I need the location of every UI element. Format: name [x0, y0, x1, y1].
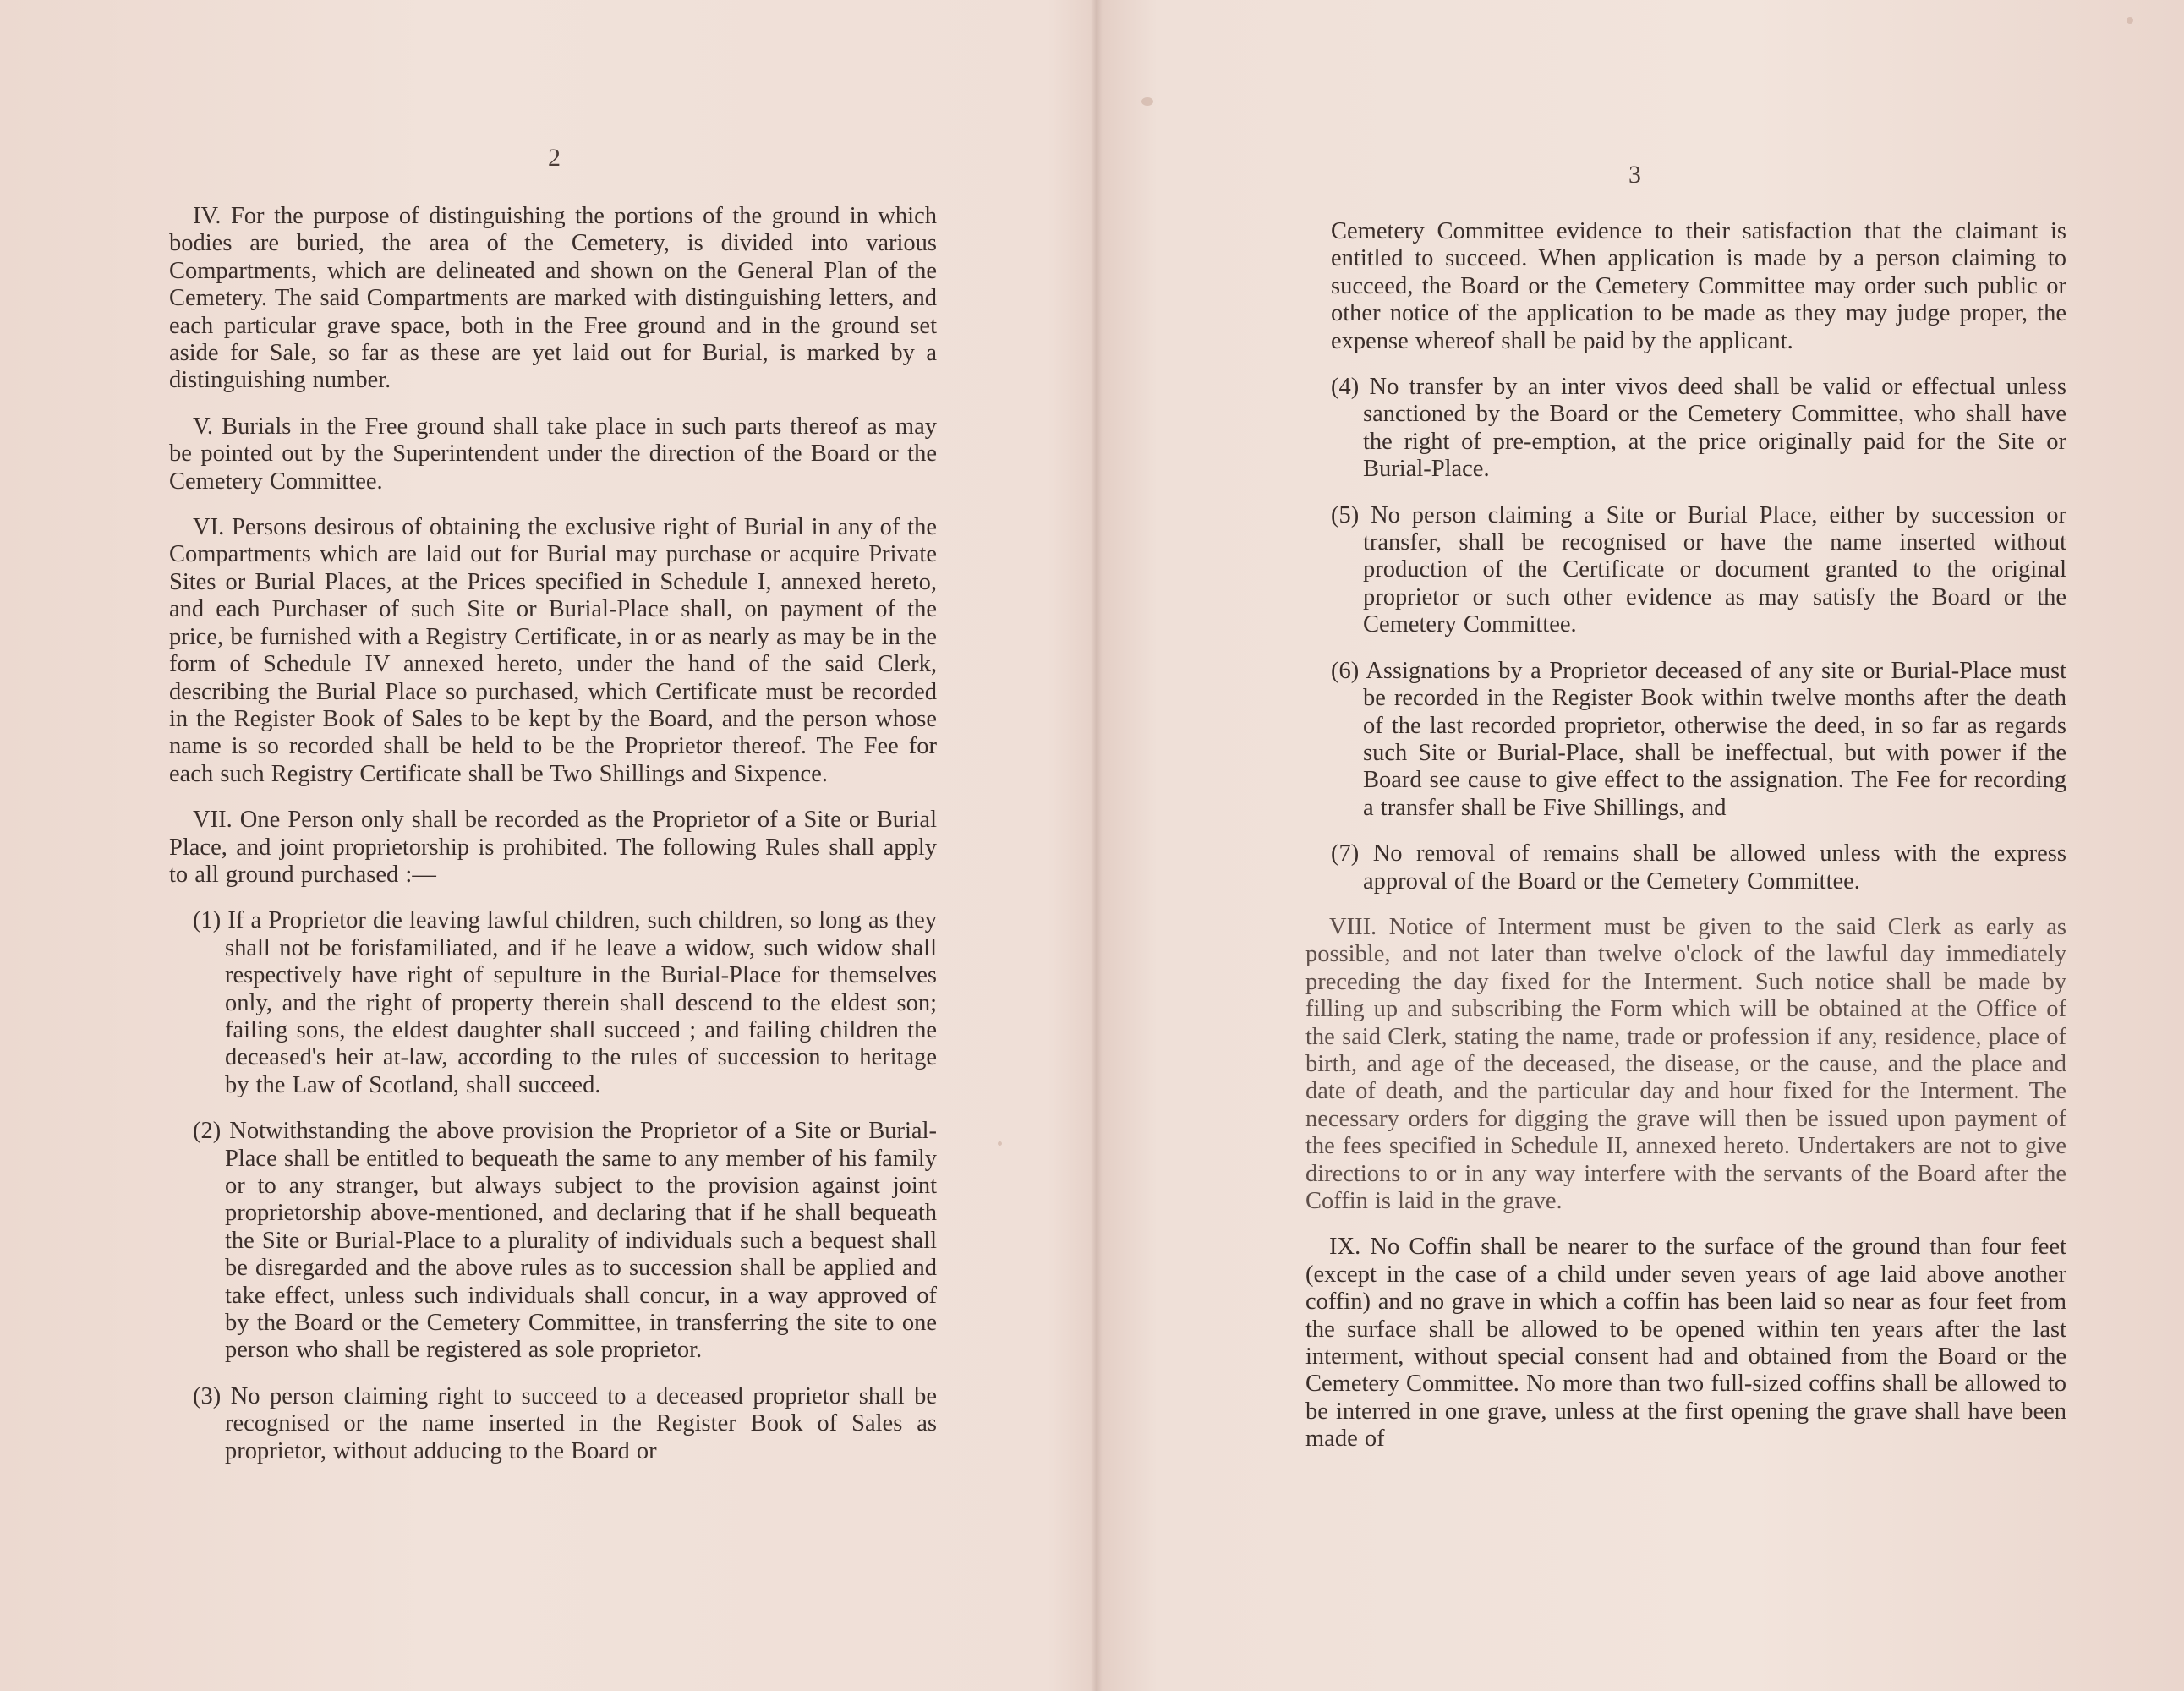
rule-3-continuation: Cemetery Committee evidence to their satisfaction that the claimant is entitled to succeed. When application is made by a person claiming to succeed, the Board or the Cemetery Committee may order such public or other notice of the application to be made as they may judge proper, the expense whereof shall be paid by the applicant.: [1331, 218, 2066, 354]
book-gutter: [1091, 0, 1103, 1691]
article-iv: IV. For the purpose of distinguishing the portions of the ground in which bodies are buried, the area of the Cemetery, is divided into various Compartments, which are delineated and shown on the General Plan of the Cemetery. The said Compartments are marked with distinguishing letters, and each particular grave space, both in the Free ground and in the ground set aside for Sale, so far as these are yet laid out for Burial, is marked by a distinguishing number.: [169, 203, 937, 394]
rule-4: (4) No transfer by an inter vivos deed shall be valid or effectual unless sanctioned by the Board or the Cemetery Committee, who shall have the right of pre-emption, at the price originally paid for the Site or Burial-Place.: [1331, 374, 2066, 483]
page-number: 2: [548, 144, 561, 172]
article-vii: VII. One Person only shall be recorded as the Proprietor of a Site or Burial Place, and joint proprietorship is prohibited. The following Rules shall apply to all ground purchased :—: [169, 807, 937, 888]
page-number: 3: [1628, 161, 1641, 189]
left-page-text: [169, 203, 937, 1484]
rule-6: (6) Assignations by a Proprietor deceased of any site or Burial-Place must be recorded in the Register Book within twelve months after the death of the last recorded proprietor, otherwise the deed, in so far as regards such Site or Burial-Place, shall be ineffectual, but with power if the Board see cause to give effect to the assignation. The Fee for recording a transfer shall be Five Shillings, and: [1331, 657, 2066, 821]
right-page: [1103, 0, 2184, 1691]
rule-5: (5) No person claiming a Site or Burial Place, either by succession or transfer, shall be recognised or have the name inserted without production of the Certificate or document granted to the original proprietor or such other evidence as may satisfy the Board or the Cemetery Committee.: [1331, 501, 2066, 638]
left-page: [0, 0, 1091, 1691]
rule-3: (3) No person claiming right to succeed to a deceased proprietor shall be recognised or the name inserted in the Register Book of Sales as proprietor, without adducing to the Board or: [193, 1382, 937, 1464]
rule-2: (2) Notwithstanding the above provision the Proprietor of a Site or Burial-Place shall be entitled to bequeath the same to any member of his family or to any stranger, but always subject to the provision against joint proprietorship above-mentioned, and declaring that if he shall bequeath the Site or Burial-Place to a plurality of individuals such a bequest shall be disregarded and the above rules as to succession shall be applied and take effect, unless such individuals shall concur, in a way approved of by the Board or the Cemetery Committee, in transferring the site to one person who shall be registered as sole proprietor.: [193, 1118, 937, 1364]
article-viii: VIII. Notice of Interment must be given to the said Clerk as early as possible, and not later than twelve o'clock of the lawful day immediately preceding the day fixed for the Interment. Such notice shall be made by filling up and subscribing the Form which will be obtained at the Office of the said Clerk, stating the name, trade or profession if any, residence, place of birth, and age of the deceased, the disease, or the cause, and the place and date of death, and the particular day and hour fixed for the Interment. The necessary orders for digging the grave will then be issued upon payment of the fees specified in Schedule II, annexed hereto. Undertakers are not to give directions to or in any way interfere with the servants of the Board after the Coffin is laid in the grave.: [1305, 913, 2066, 1214]
right-page-text: [1305, 218, 2066, 1472]
rule-7: (7) No removal of remains shall be allowed unless with the express approval of the Board or the Cemetery Committee.: [1331, 840, 2066, 895]
rule-1: (1) If a Proprietor die leaving lawful children, such children, so long as they shall not be forisfamiliated, and if he leave a widow, such widow shall respectively have right of sepulture in the Burial-Place for themselves only, and the right of property therein shall descend to the eldest son; failing sons, the eldest daughter shall succeed ; and failing children the deceased's heir at-law, according to the rules of succession to heritage by the Law of Scotland, shall succeed.: [193, 907, 937, 1098]
article-vi: VI. Persons desirous of obtaining the exclusive right of Burial in any of the Compartments which are laid out for Burial may purchase or acquire Private Sites or Burial Places, at the Prices specified in Schedule I, annexed hereto, and each Purchaser of such Site or Burial-Place shall, on payment of the price, be furnished with a Registry Certificate, in or as nearly as may be in the form of Schedule IV annexed hereto, under the hand of the said Clerk, describing the Burial Place so purchased, which Certificate must be recorded in the Register Book of Sales to be kept by the Board, and the person whose name is so recorded shall be held to be the Proprietor thereof. The Fee for each such Registry Certificate shall be Two Shillings and Sixpence.: [169, 514, 937, 787]
article-ix: IX. No Coffin shall be nearer to the surface of the ground than four feet (except in the case of a child under seven years of age laid above another coffin) and no grave in which a coffin has been laid so near as four feet from the surface shall be allowed to be opened within ten years after the last interment, without special consent had and obtained from the Board or the Cemetery Committee. No more than two full-sized coffins shall be allowed to be interred in one grave, unless at the first opening the grave shall have been made of: [1305, 1234, 2066, 1453]
article-v: V. Burials in the Free ground shall take place in such parts thereof as may be pointed out by the Superintendent under the direction of the Board or the Cemetery Committee.: [169, 413, 937, 495]
